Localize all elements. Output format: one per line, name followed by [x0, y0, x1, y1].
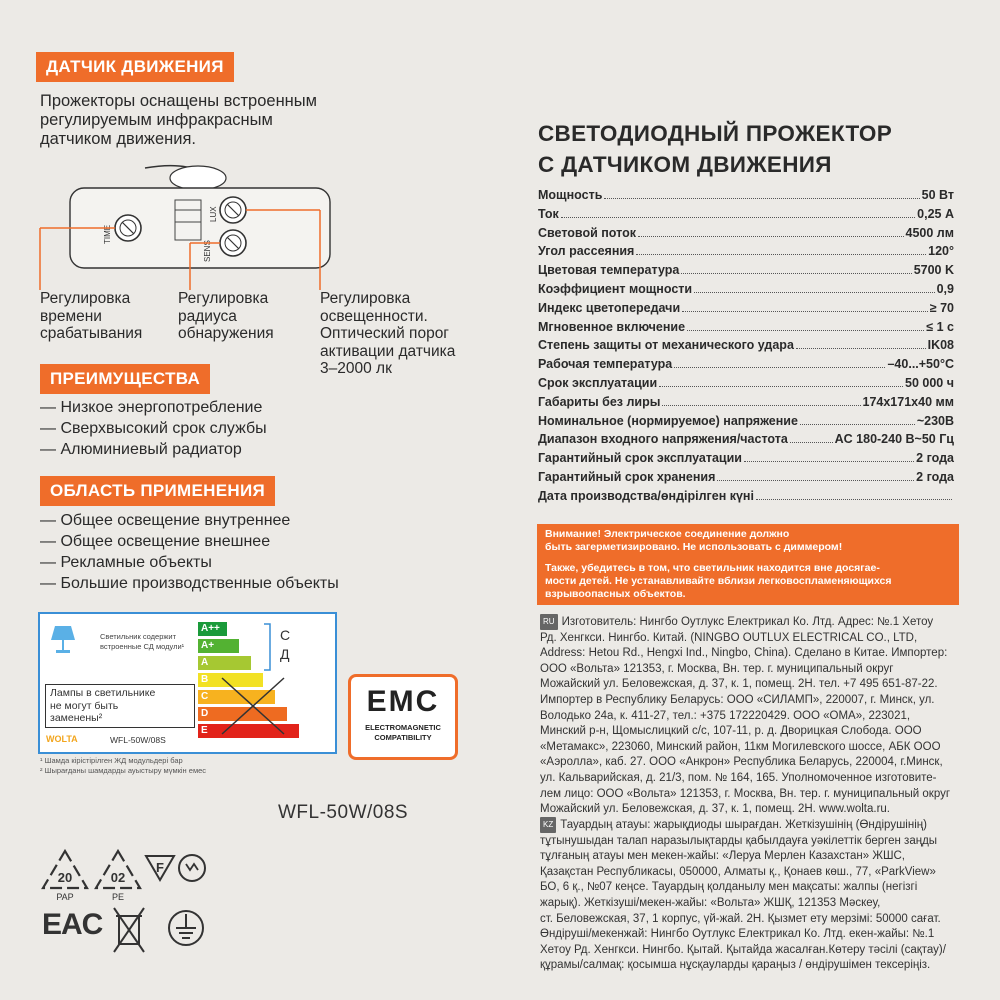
caption-radius: Регулировка радиуса обнаружения — [178, 290, 274, 342]
manufacturer-ru: RU Изготовитель: Нингбо Оутлукс Електрикал Ко. Лтд. Адрес: №.1 Хетоу Рд. Хенгкси. Нингбо. Китай. (NINGBO OUTLUX ELECTRICAL CO., LTD, Address: Hetou Rd., Hengxi Ind., Ningbo, China). Сделано в Китае. Импортер: ООО «Вольта» 121353, г. Москва, Вн. тер. г. муниципальный округ Можайский ул. Беловежская, д. 37, к. 1, помещ. 2Н. тел. +7 495 651-87-22. Импортер в Республику Беларусь: ООО «СИЛАМП», 220007, г. Минск, ул. Володько 24а, к. 411-27, тел.: +375 172220429. ООО «ОМА», 223021, Минский р-н, Щомыслицкий с/с, 107-11, р. д. Дворицкая Слобода. ООО «Метамакс», 223060, Минский район, 11км Могилевского шоссе, АБК ООО «Аэролла», каб. 27. ООО «Анкрон» Республика Беларусь, 220004, г.Минск, ул. Кальварийская, д. 21/3, пом. № 164, 165. Уполномоченное изготовите- лем лицо: ООО «Вольта» 121353, г. Москва, Вн. тер. г. муниципальный округ Можайский ул. Беловежская, д. 37, к. 1, помещ. 2Н. www.wolta.ru. — [540, 616, 951, 816]
not-replaceable-note: Лампы в светильнике не могут быть заменены² — [45, 684, 195, 728]
spec-row: Рабочая температура –40...+50°С — [538, 357, 954, 372]
spec-row: Габариты без лиры 174х171х40 мм — [538, 394, 954, 409]
spec-row: Коэффициент мощности 0,9 — [538, 281, 954, 296]
sensor-lens — [170, 166, 226, 190]
caption-lux: Регулировка освещенности. Оптический порог активации датчика 3–2000 лк — [320, 290, 456, 377]
energy-class-bar: C — [198, 690, 275, 704]
spec-row: Угол рассеяния 120° — [538, 244, 954, 259]
lamp-note: Светильник содержит встроенные СД модули¹ — [100, 632, 185, 651]
label-model: WFL-50W/08S — [110, 735, 166, 745]
list-item: — Общее освещение внутреннее — [40, 512, 291, 529]
spec-row: Мгновенное включение ≤ 1 с — [538, 319, 954, 334]
spec-row: Цветовая температура 5700 K — [538, 263, 954, 278]
sensor-diagram — [30, 150, 350, 310]
warning-children: Также, убедитесь в том, что светильник находится вне досягае- мости детей. Не устанавливайте вблизи легковоспламеняющихся взрывоопасных объектов. — [537, 558, 959, 605]
spec-row: Мощность 50 Вт — [538, 188, 954, 202]
ru-badge: RU — [540, 614, 558, 630]
emc-logo — [348, 674, 458, 760]
svg-text:PE: PE — [111, 892, 125, 902]
application-tag: ОБЛАСТЬ ПРИМЕНЕНИЯ — [40, 476, 275, 506]
energy-class-bar: D — [198, 707, 287, 721]
eac-icon: EAC — [42, 908, 103, 941]
lamp-icon — [50, 624, 76, 656]
weee-bin-icon — [112, 906, 146, 956]
emc-caption: ELECTROMAGNETIC COMPATIBILITY — [365, 723, 441, 742]
label-footnotes: ¹ Шамда кірістірілген ЖД модульдері бар ² Шырағданы шамдарды ауыстыру мүмкін емес — [40, 756, 207, 775]
time-label: TIME — [103, 224, 112, 244]
caption-time: Регулировка времени срабатывания — [40, 290, 143, 342]
spec-row: Диапазон входного напряжения/частота AC 180-240 В~50 Гц — [538, 432, 954, 447]
spec-row: Номинальное (нормируемое) напряжение ~230В — [538, 413, 954, 428]
list-item: — Низкое энергопотребление — [40, 399, 263, 416]
list-item: — Рекламные объекты — [40, 554, 212, 571]
recycle-pe-icon — [93, 848, 143, 902]
fragile-icon — [176, 852, 208, 884]
f-mark-icon — [142, 852, 178, 884]
advantages-list — [40, 397, 267, 460]
spec-row: Ток 0,25 А — [538, 206, 954, 221]
warning-sealing: Внимание! Электрическое соединение должно быть загерметизировано. Не использовать с диммером! — [537, 524, 959, 558]
spec-row: Дата производства/өндірілген күні — [538, 489, 954, 508]
recycle-pap-icon — [40, 848, 90, 902]
spec-row: Степень защиты от механического удара IK08 — [538, 338, 954, 353]
energy-class-bar: A+ — [198, 639, 239, 653]
spec-table — [538, 188, 954, 508]
energy-class-bar: E — [198, 724, 299, 738]
cross-mark — [218, 674, 288, 738]
list-item: — Большие производственные объекты — [40, 575, 339, 592]
energy-label — [38, 612, 337, 754]
range-bracket — [262, 622, 276, 672]
brand-logo: WOLTA — [46, 734, 78, 744]
svg-text:20: 20 — [57, 870, 73, 885]
list-item: — Сверхвысокий срок службы — [40, 420, 267, 437]
list-item: — Алюминиевый радиатор — [40, 441, 242, 458]
motion-sensor-description: Прожекторы оснащены встроенным регулируемым инфракрасным датчиком движения. — [40, 92, 317, 148]
motion-sensor-tag: ДАТЧИК ДВИЖЕНИЯ — [36, 52, 234, 82]
spec-row: Световой поток 4500 лм — [538, 225, 954, 240]
manufacturer-kz: KZ Тауардың атауы: жарықдиоды шырағдан. Жеткізушінің (Өндірушінің) тұтынушыдан талап наразылықтарды қабылдауға уәкілеттік берген заңды тұлғаның атауы мен мекен-жайы: «Леруа Мерлен Казахстан» ЖШС, Қазақстан Республикасы, 050000, Алматы қ., Қонаев көш., 77, «ParkView» БО, 6 қ., №07 кеңсе. Тауардың қолданылу мен мақсаты: жалпы (негізгі жарық). Жеткізуші/мекен-жайы: «Вольта» ЖШҚ, 121353 Мәскеу, ст. Беловежская, 37, 1 корпус, үй-жай. 2Н. Қызмет ету мерзімі: 50000 сағат. Өндіруші/мекенжай: Нингбо Оутлукс Електрикал Ко. Лтд. екен-жайы: №.1 Хетоу Рд. Хенгкси. Нингбо. Қытай. Қытайда жасалған.Көтеру тәсілі (сақтау)/ құрамы/салмақ: қосымша нұсқауларды қараңыз / өндірушімен тексеріңіз. — [540, 819, 946, 972]
spec-row: Гарантийный срок эксплуатации 2 года — [538, 451, 954, 466]
list-item: — Общее освещение внешнее — [40, 533, 271, 550]
product-title: СВЕТОДИОДНЫЙ ПРОЖЕКТОР С ДАТЧИКОМ ДВИЖЕНИЯ — [538, 121, 893, 177]
spec-row: Срок эксплуатации 50 000 ч — [538, 375, 954, 390]
lux-label: LUX — [209, 206, 218, 222]
spec-row: Гарантийный срок хранения 2 года — [538, 469, 954, 484]
ground-icon — [166, 908, 206, 948]
svg-text:F: F — [156, 860, 164, 875]
svg-text:02: 02 — [110, 870, 126, 885]
advantages-tag: ПРЕИМУЩЕСТВА — [40, 364, 210, 394]
application-list — [40, 510, 339, 594]
sens-label: SENS — [203, 240, 212, 262]
kz-badge: KZ — [540, 817, 556, 833]
energy-class-bar: B — [198, 673, 263, 687]
range-text: С Д — [280, 627, 291, 662]
svg-text:PAP: PAP — [56, 892, 74, 902]
emc-mark: EMC — [366, 685, 440, 718]
spec-row: Индекс цветопередачи ≥ 70 — [538, 300, 954, 315]
energy-class-bar: A++ — [198, 622, 227, 636]
energy-class-bar: A — [198, 656, 251, 670]
model-code: WFL-50W/08S — [278, 802, 409, 823]
